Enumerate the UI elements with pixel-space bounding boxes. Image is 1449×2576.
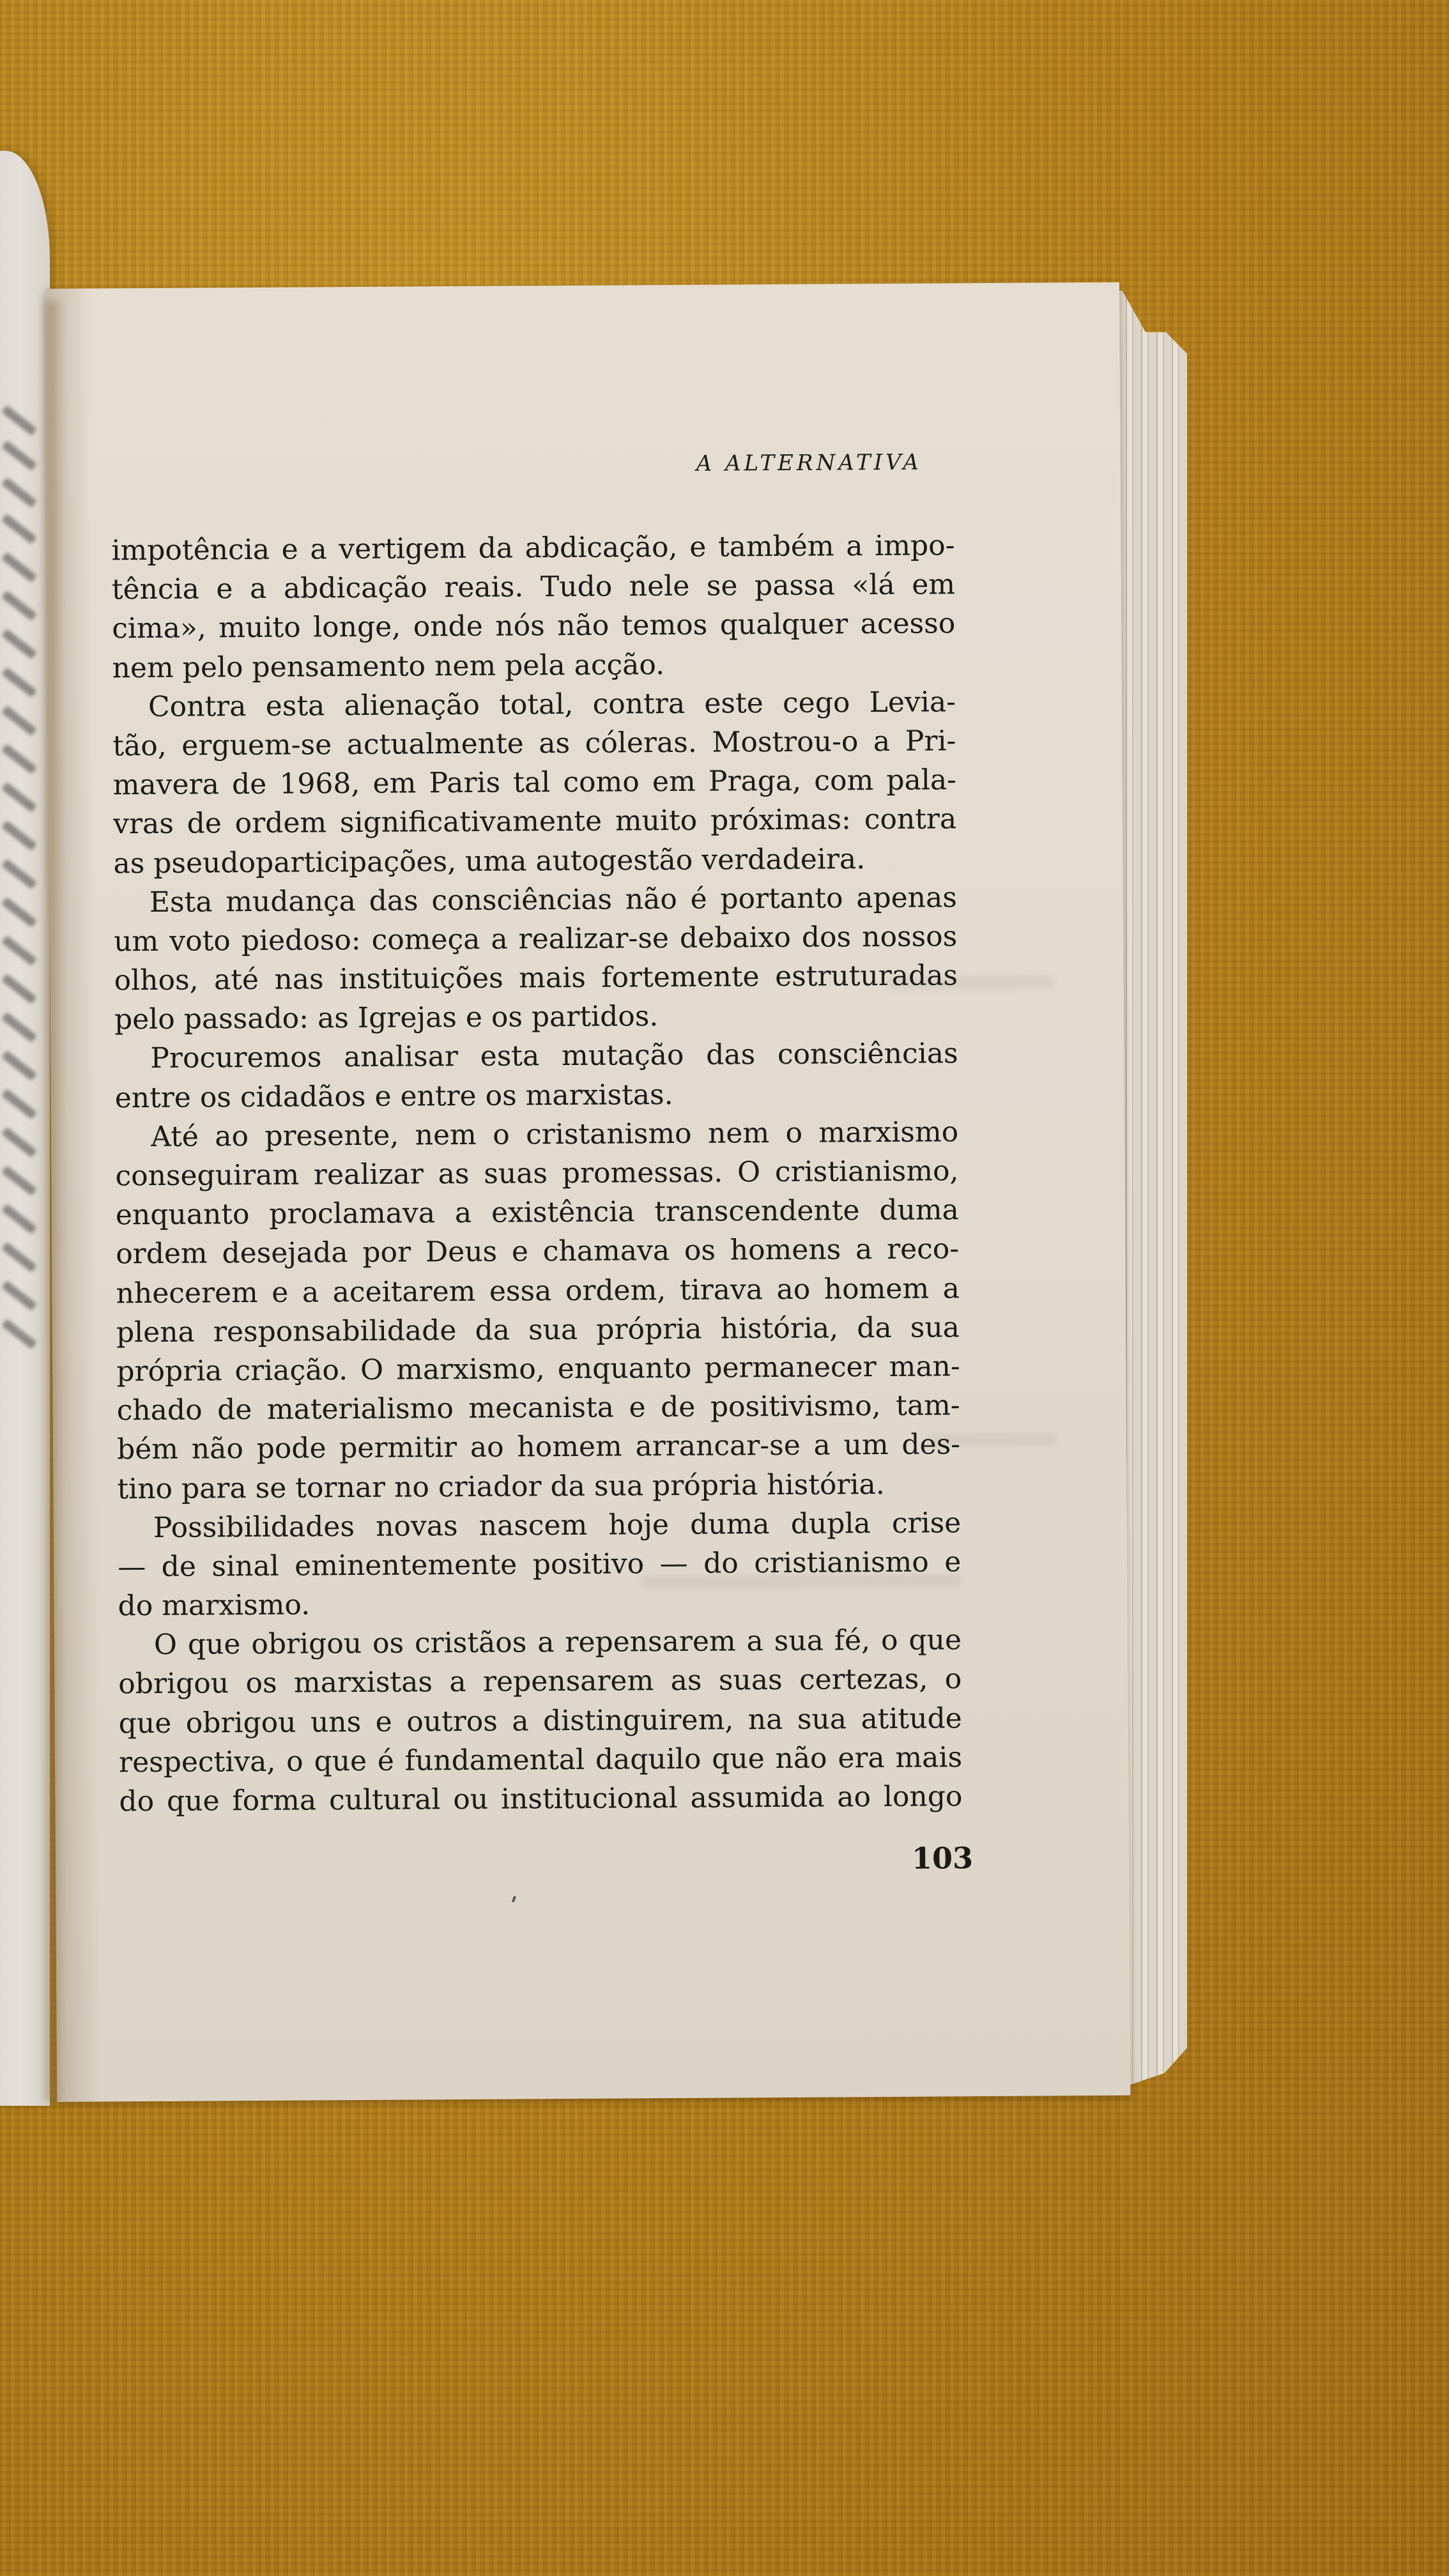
illegible-text-fragment — [1, 974, 37, 1004]
body-text — [111, 526, 962, 1821]
text-line: pelo passado: as Igrejas e os partidos. — [114, 1000, 659, 1036]
text-line: mavera de 1968, em Paris tal como em Praga, com pala- — [112, 763, 957, 802]
illegible-text-fragment — [1, 1319, 37, 1349]
text-line: um voto piedoso: começa a realizar-se debaixo dos nossos — [114, 920, 958, 958]
paper-speck — [512, 1896, 516, 1903]
text-line: bém não pode permitir ao homem arrancar-se a um des- — [116, 1428, 961, 1466]
text-line: respectiva, o que é fundamental daquilo que não era mais — [118, 1741, 963, 1779]
text-line: vras de ordem significativamente muito próximas: contra — [112, 802, 957, 841]
illegible-text-fragment — [1, 667, 37, 698]
text-line: — de sinal eminentemente positivo — do cristianismo e — [118, 1545, 962, 1584]
text-line: do marxismo. — [118, 1588, 310, 1623]
text-line: Procuremos analisar esta mutação das consciências — [150, 1037, 958, 1075]
book-page — [46, 282, 1130, 2102]
text-line: tência e a abdicação reais. Tudo nele se passa «lá em — [111, 568, 956, 606]
text-line: ordem desejada por Deus e chamava os homens a reco- — [116, 1232, 960, 1271]
illegible-text-fragment — [1, 590, 37, 621]
illegible-text-fragment — [1, 859, 37, 889]
page-number: 103 — [911, 1841, 974, 1876]
illegible-text-fragment — [1, 782, 37, 813]
text-line: entre os cidadãos e entre os marxistas. — [114, 1078, 673, 1114]
text-line: cima», muito longe, onde nós não temos qualquer acesso — [112, 607, 956, 645]
illegible-text-fragment — [1, 405, 37, 436]
text-line: conseguiram realizar as suas promessas. O cristianismo, — [115, 1154, 959, 1193]
text-line: do que forma cultural ou institucional assumida ao longo — [119, 1780, 963, 1818]
illegible-text-fragment — [1, 1242, 37, 1273]
illegible-text-fragment — [1, 440, 37, 471]
illegible-text-fragment — [1, 1165, 37, 1196]
illegible-text-fragment — [1, 1204, 37, 1234]
gutter-shadow — [40, 300, 64, 2102]
text-line: as pseudoparticipações, uma autogestão verdadeira. — [113, 842, 866, 880]
text-line: plena responsabilidade da sua própria história, da sua — [116, 1311, 960, 1349]
text-line: Esta mudança das consciências não é portanto apenas — [149, 880, 958, 919]
text-line: enquanto proclamava a existência transcendente duma — [115, 1193, 959, 1232]
illegible-text-fragment — [1, 705, 37, 736]
illegible-text-fragment — [1, 935, 37, 966]
text-line: própria criação. O marxismo, enquanto permanecer man- — [116, 1350, 960, 1388]
running-head: A ALTERNATIVA — [696, 449, 922, 477]
illegible-text-fragment — [1, 1280, 37, 1311]
illegible-text-fragment — [1, 1089, 37, 1119]
text-line: chado de materialismo mecanista e de positivismo, tam- — [116, 1389, 960, 1427]
illegible-text-fragment — [1, 1012, 37, 1043]
illegible-text-fragment — [1, 514, 37, 544]
text-line: que obrigou uns e outros a distinguirem, na sua atitude — [118, 1701, 962, 1740]
text-line: Possibilidades novas nascem hoje duma dupla crise — [153, 1506, 962, 1544]
text-line: O que obrigou os cristãos a repensarem a sua fé, o que — [153, 1623, 962, 1662]
illegible-text-fragment — [1, 820, 37, 851]
illegible-text-fragment — [1, 897, 37, 928]
illegible-text-fragment — [1, 552, 37, 583]
text-line: obrigou os marxistas a repensarem as suas certezas, o — [118, 1662, 962, 1701]
illegible-text-fragment — [1, 744, 37, 774]
illegible-text-fragment — [1, 477, 37, 508]
text-line: tão, erguem-se actualmente as cóleras. Mostrou-o a Pri- — [112, 724, 956, 763]
text-line: Contra esta alienação total, contra este cego Levia- — [148, 686, 956, 723]
illegible-text-fragment — [1, 629, 37, 659]
text-line: nhecerem e a aceitarem essa ordem, tirava ao homem a — [116, 1271, 960, 1310]
text-line: nem pelo pensamento nem pela acção. — [112, 648, 665, 684]
text-line: olhos, até nas instituições mais fortemente estruturadas — [114, 959, 958, 997]
illegible-text-fragment — [1, 1127, 37, 1158]
illegible-text-fragment — [1, 1050, 37, 1081]
text-line: tino para se tornar no criador da sua própria história. — [117, 1468, 885, 1505]
text-line: Até ao presente, nem o cristanismo nem o marxismo — [150, 1116, 959, 1153]
text-line: impotência e a vertigem da abdicação, e também a impo- — [111, 529, 955, 567]
